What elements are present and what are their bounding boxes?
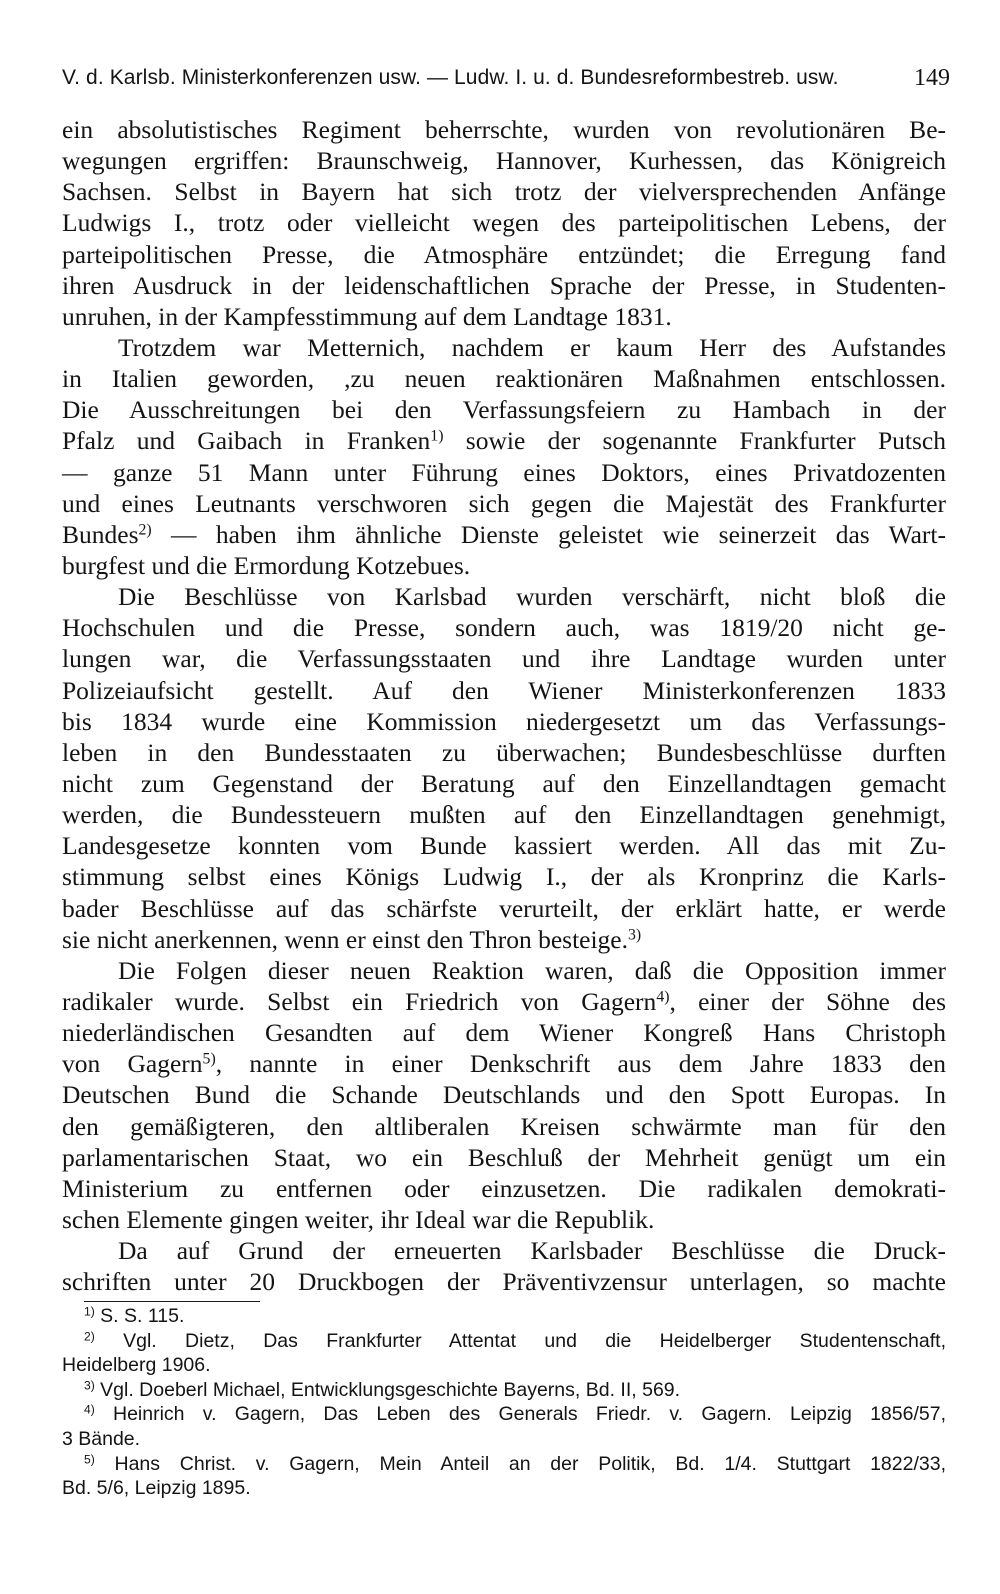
footnote-mark: 1) <box>84 1304 95 1319</box>
footnote-mark: 5) <box>84 1451 95 1466</box>
text-line: stimmung selbst eines Königs Ludwig I., der als Kronprinz die Karls- <box>62 862 946 892</box>
text-segment: Pfalz und Gaibach in Franken <box>62 426 431 456</box>
footnote-4 <box>62 1402 946 1427</box>
text-line: schen Elemente gingen weiter, ihr Ideal war die Republik. <box>62 1204 655 1234</box>
page-number: 149 <box>914 65 950 91</box>
footnote-text: S. S. 115. <box>94 1305 185 1327</box>
text-line: in Italien geworden, ,zu neuen reaktionären Maßnahmen entschlossen. <box>62 364 946 394</box>
footnote-3 <box>62 1378 946 1403</box>
text-line: lungen war, die Verfassungsstaaten und ihre Landtage wurden unter <box>62 644 946 674</box>
text-segment: , nannte in einer Denkschrift aus dem Jahre 1833 den <box>215 1049 946 1079</box>
text-line: burgfest und die Ermordung Kotzebues. <box>62 550 471 580</box>
text-line: schriften unter 20 Druckbogen der Präventivzensur unterlagen, so machte <box>62 1267 946 1297</box>
text-line: den gemäßigteren, den altliberalen Kreisen schwärmte man für den <box>62 1111 946 1141</box>
text-segment: sowie der sogenannte Frankfurter Putsch <box>443 426 946 456</box>
footnote-2-continuation: Heidelberg 1906. <box>62 1354 211 1377</box>
footnotes <box>62 1304 946 1501</box>
footnote-text: Vgl. Dietz, Das Frankfurter Attentat und die Heidelberger Studentenschaft, <box>94 1329 946 1352</box>
text-line: Die Ausschreitungen bei den Verfassungsfeiern zu Hambach in der <box>62 395 946 425</box>
footnote-text: Hans Christ. v. Gagern, Mein Anteil an der Politik, Bd. 1/4. Stuttgart 1822/33, <box>94 1452 946 1475</box>
text-line: Hochschulen und die Presse, sondern auch, was 1819/20 nicht ge- <box>62 613 946 643</box>
text-line: ihren Ausdruck in der leidenschaftlichen Sprache der Presse, in Studenten- <box>62 270 946 300</box>
text-segment: Bundes <box>62 519 139 549</box>
text-line: Deutschen Bund die Schande Deutschlands und den Spott Europas. In <box>62 1080 946 1110</box>
text-line: Da auf Grund der erneuerten Karlsbader Beschlüsse die Druck- <box>118 1236 946 1266</box>
text-line <box>62 1048 946 1079</box>
footnote-text: Heinrich v. Gagern, Das Leben des Generals Friedr. v. Gagern. Leipzig 1856/57, <box>94 1403 946 1426</box>
main-text <box>62 114 946 1297</box>
text-line: parlamentarischen Staat, wo ein Beschluß der Mehrheit genügt um ein <box>62 1142 946 1172</box>
footnote-ref: 5) <box>202 1050 216 1068</box>
footnote-mark: 3) <box>84 1378 95 1393</box>
running-title: V. d. Karlsb. Ministerkonferenzen usw. — Ludw. I. u. d. Bundesreformbestreb. usw. <box>62 66 839 89</box>
text-line: leben in den Bundesstaaten zu überwachen; Bundesbeschlüsse durften <box>62 737 946 767</box>
footnote-5-continuation: Bd. 5/6, Leipzig 1895. <box>62 1477 251 1500</box>
text-segment: radikaler wurde. Selbst ein Friedrich von Gagern <box>62 986 657 1016</box>
text-line: Die Folgen dieser neuen Reaktion waren, daß die Opposition immer <box>118 955 946 985</box>
text-segment: sie nicht anerkennen, wenn er einst den Thron besteige. <box>62 924 629 954</box>
footnote-ref: 4) <box>656 988 670 1006</box>
text-line: werden, die Bundessteuern mußten auf den Einzellandtagen genehmigt, <box>62 800 946 830</box>
footnote-2 <box>62 1329 946 1354</box>
text-line: Ludwigs I., trotz oder vielleicht wegen des parteipolitischen Lebens, der <box>62 208 946 238</box>
footnote-ref: 3) <box>628 925 642 943</box>
text-line <box>62 425 946 456</box>
text-line: wegungen ergriffen: Braunschweig, Hannover, Kurhessen, das Königreich <box>62 146 946 176</box>
text-line: bis 1834 wurde eine Kommission niedergesetzt um das Verfassungs- <box>62 706 946 736</box>
text-line: unruhen, in der Kampfesstimmung auf dem Landtage 1831. <box>62 301 672 331</box>
text-line: und eines Leutnants verschworen sich gegen die Majestät des Frankfurter <box>62 488 946 518</box>
footnote-text: Vgl. Doeberl Michael, Entwicklungsgeschichte Bayerns, Bd. II, 569. <box>94 1378 681 1401</box>
footnote-mark: 2) <box>84 1328 95 1343</box>
footnote-ref: 1) <box>430 427 444 445</box>
text-line: bader Beschlüsse auf das schärfste verurteilt, der erklärt hatte, er werde <box>62 893 946 923</box>
text-segment: — haben ihm ähnliche Dienste geleistet wie seinerzeit das Wart- <box>151 519 946 549</box>
footnote-ref: 2) <box>138 521 152 539</box>
text-line: Landesgesetze konnten vom Bunde kassiert werden. All das mit Zu- <box>62 831 946 861</box>
footnote-mark: 4) <box>84 1402 95 1417</box>
text-line: nicht zum Gegenstand der Beratung auf den Einzellandtagen gemacht <box>62 768 946 798</box>
text-line: ein absolutistisches Regiment beherrschte, wurden von revolutionären Be- <box>62 115 946 144</box>
text-line: Polizeiaufsicht gestellt. Auf den Wiener Ministerkonferenzen 1833 <box>62 675 946 705</box>
text-line: parteipolitischen Presse, die Atmosphäre entzündet; die Erregung fand <box>62 239 946 269</box>
text-line <box>62 924 946 955</box>
text-segment: von Gagern <box>62 1049 203 1079</box>
text-line <box>62 986 946 1017</box>
text-line: Sachsen. Selbst in Bayern hat sich trotz der vielversprechenden Anfänge <box>62 177 946 207</box>
text-line: — ganze 51 Mann unter Führung eines Doktors, eines Privatdozenten <box>62 457 946 487</box>
footnote-5 <box>62 1452 946 1477</box>
footnote-4-continuation: 3 Bände. <box>62 1427 141 1450</box>
text-line: niederländischen Gesandten auf dem Wiener Kongreß Hans Christoph <box>62 1018 946 1048</box>
page-header <box>62 58 950 98</box>
text-line: Trotzdem war Metternich, nachdem er kaum Herr des Aufstandes <box>118 332 946 362</box>
text-line: Ministerium zu entfernen oder einzusetzen. Die radikalen demokrati- <box>62 1173 946 1203</box>
text-line: Die Beschlüsse von Karlsbad wurden verschärft, nicht bloß die <box>118 582 946 612</box>
footnote-1 <box>62 1304 946 1329</box>
footnote-divider <box>84 1301 260 1302</box>
text-segment: , einer der Söhne des <box>669 986 947 1016</box>
text-line <box>62 519 946 550</box>
